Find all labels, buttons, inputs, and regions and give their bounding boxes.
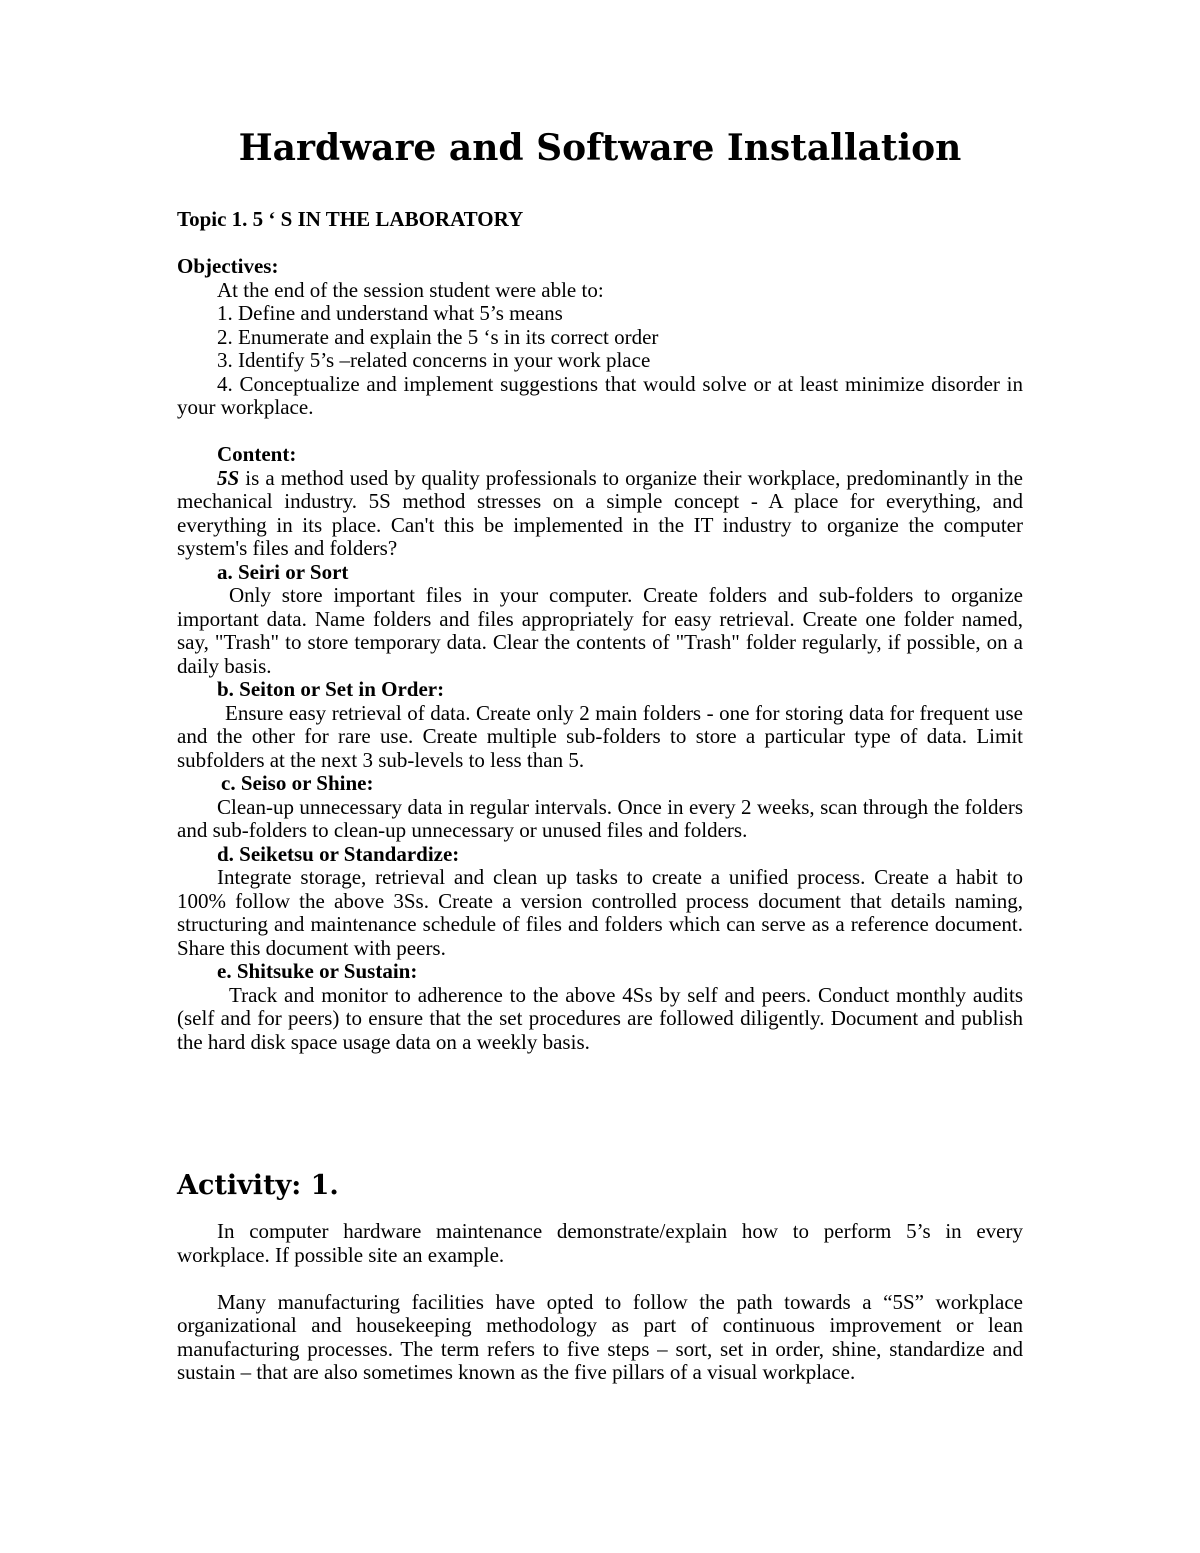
objective-item: 1. Define and understand what 5’s means <box>217 301 563 325</box>
content-intro <box>177 467 1023 561</box>
activity-answer: Many manufacturing facilities have opted to follow the path towards a “5S” workplace organizational and housekeeping methodology as part of continuous improvement or lean manufacturing processes. The term refers to five steps – sort, set in order, shine, standardize and sustain – that are also sometimes known as the five pillars of a visual workplace. <box>177 1289 1023 1384</box>
objective-item: 3. Identify 5’s –related concerns in your work place <box>217 348 651 372</box>
section-heading-shine: c. Seiso or Shine: <box>221 771 374 795</box>
section-text-shine: Clean-up unnecessary data in regular intervals. Once in every 2 weeks, scan through the folders and sub-folders to clean-up unnecessary or unused files and folders. <box>177 794 1023 842</box>
document-body <box>177 208 1023 1385</box>
content-intro-term: 5S <box>217 465 240 490</box>
content-heading: Content: <box>217 442 297 466</box>
section-heading-standardize: d. Seiketsu or Standardize: <box>217 841 460 866</box>
topic-heading: Topic 1. 5 ‘ S IN THE LABORATORY <box>177 207 524 231</box>
section-text-sustain: Track and monitor to adherence to the above 4Ss by self and peers. Conduct monthly audits (self and for peers) to ensure that the set procedures are followed diligently. Document and publish the hard disk space usage data on a weekly basis. <box>177 982 1023 1054</box>
objectives-heading: Objectives: <box>177 254 279 278</box>
objectives-intro: At the end of the session student were able to: <box>217 277 604 302</box>
objective-item: 4. Conceptualize and implement suggestions that would solve or at least minimize disorder in your workplace. <box>177 371 1023 419</box>
activity-heading: Activity: 1. <box>177 1170 339 1201</box>
objective-item: 2. Enumerate and explain the 5 ‘s in its correct order <box>217 324 659 349</box>
activity-prompt: In computer hardware maintenance demonstrate/explain how to perform 5’s in every workplace. If possible site an example. <box>177 1219 1023 1267</box>
section-heading-sort: a. Seiri or Sort <box>217 559 349 584</box>
section-heading-sustain: e. Shitsuke or Sustain: <box>217 959 418 983</box>
section-text-standardize: Integrate storage, retrieval and clean up tasks to create a unified process. Create a habit to 100% follow the above 3Ss. Create a version controlled process document that details naming, structuring and maintenance schedule of files and folders which can serve as a reference document. Share this document with peers. <box>177 865 1023 960</box>
section-text-sort: Only store important files in your computer. Create folders and sub-folders to organize important data. Name folders and files appropriately for easy retrieval. Create one folder named, say, "Trash" to store temporary data. Clear the contents of "Trash" folder regularly, if possible, on a daily basis. <box>177 583 1023 678</box>
section-text-set-in-order: Ensure easy retrieval of data. Create only 2 main folders - one for storing data for frequent use and the other for rare use. Create multiple sub-folders to store a particular type of data. Limit subfolders at the next 3 sub-levels to less than 5. <box>177 700 1023 772</box>
content-intro-text: is a method used by quality professionals to organize their workplace, predominantly in the mechanical industry. 5S method stresses on a simple concept - A place for everything, and everything in its place. Can't this be implemented in the IT industry to organize the computer system's files and folders? <box>177 465 1023 560</box>
document-title: Hardware and Software Installation <box>238 127 962 169</box>
section-heading-set-in-order: b. Seiton or Set in Order: <box>217 677 445 701</box>
